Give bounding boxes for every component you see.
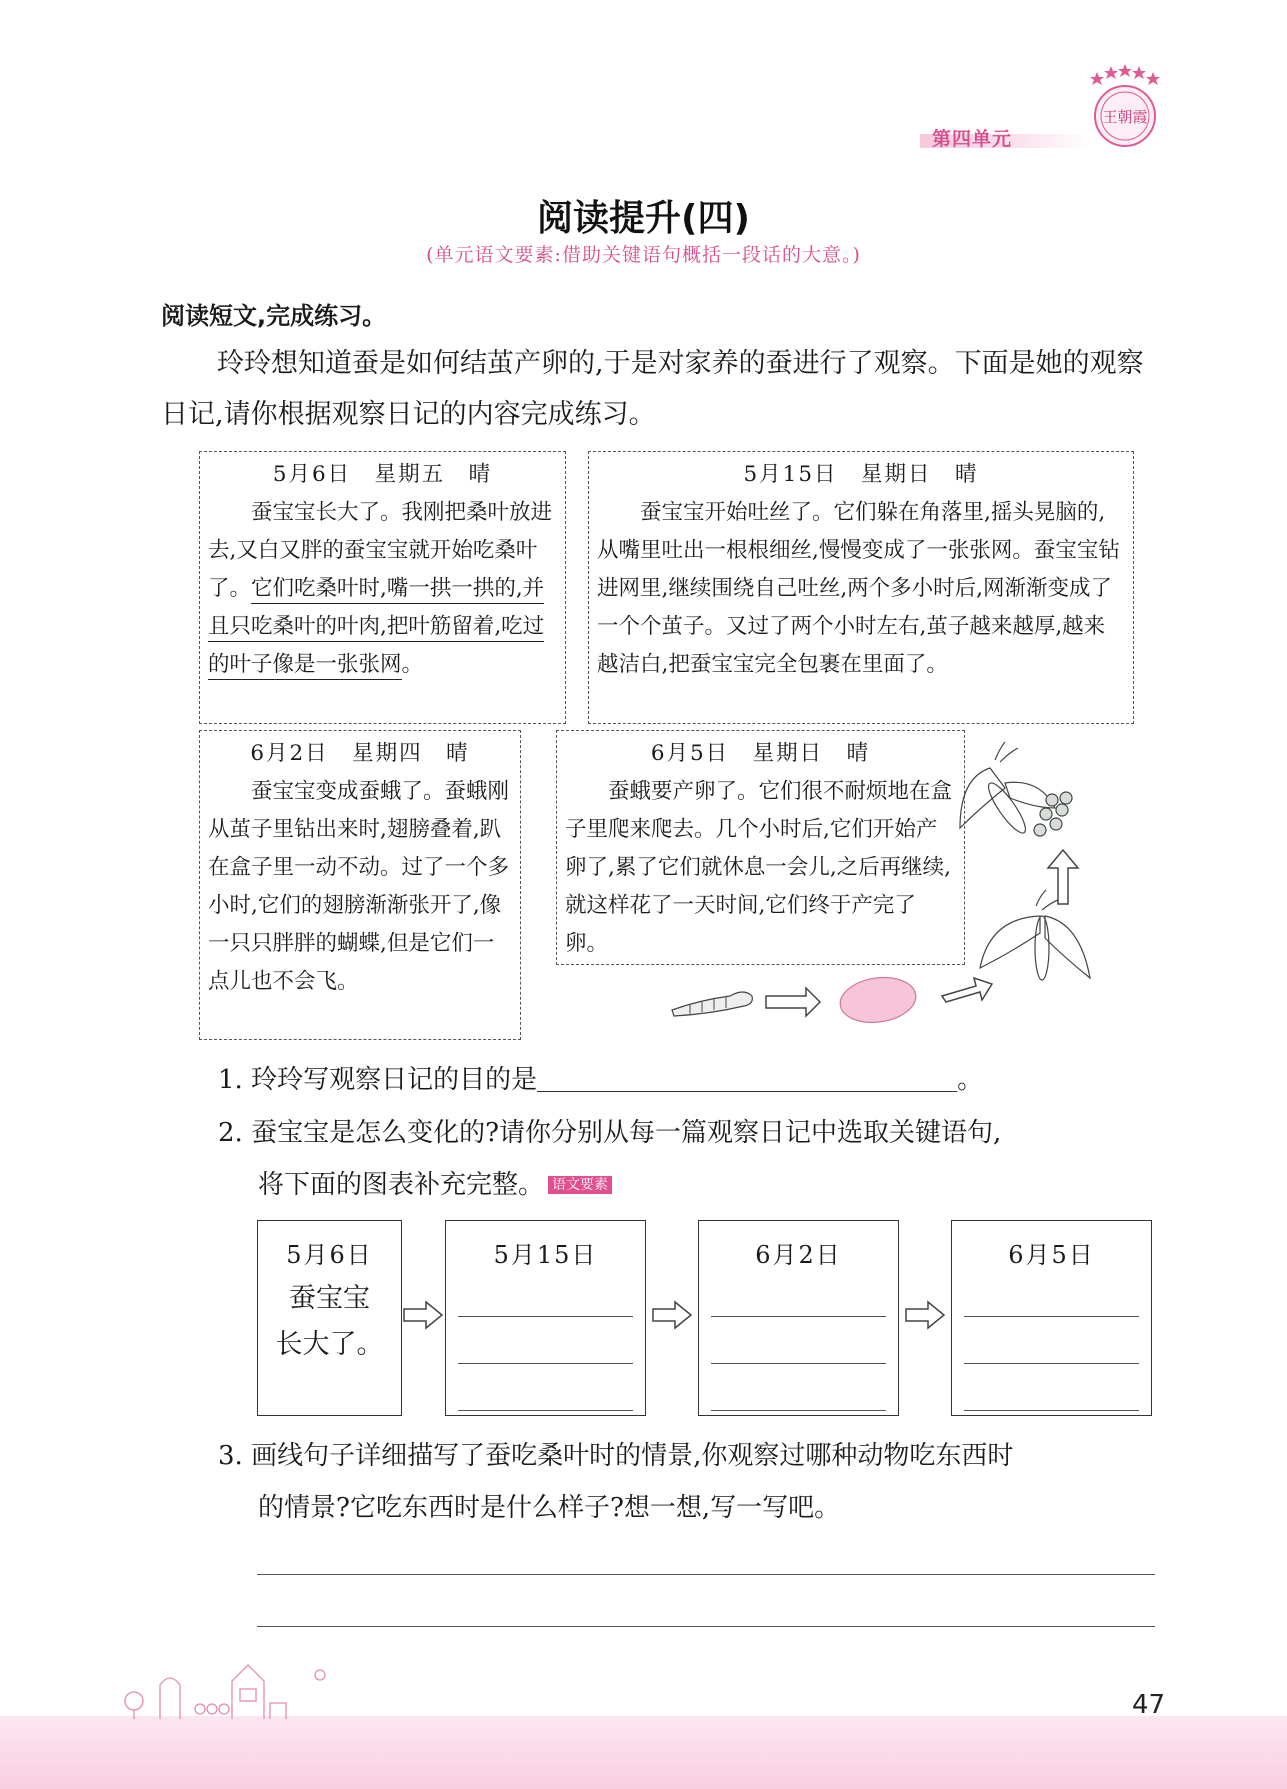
silkworm-lifecycle-illustration [660, 738, 1100, 1028]
intro-text: 玲玲想知道蚕是如何结茧产卵的,于是对家养的蚕进行了观察。下面是她的观察日记,请你根据观察日记的内容完成练习。 [161, 348, 1144, 430]
page-title: 阅读提升(四) [537, 198, 750, 239]
intro-paragraph [161, 338, 1161, 440]
footer-band [0, 1716, 1287, 1789]
moth-with-eggs-icon [960, 742, 1072, 837]
answer-line[interactable] [458, 1317, 633, 1364]
logo-text: 王朝霞 [1102, 108, 1148, 126]
writing-line[interactable] [257, 1574, 1155, 1575]
page-subtitle: (单元语文要素:借助关键语句概括一段话的大意。) [426, 244, 861, 266]
flow-box-3 [698, 1220, 899, 1416]
flow-date: 5月15日 [493, 1241, 598, 1269]
instruction: 阅读短文,完成练习。 [161, 302, 387, 330]
answer-line[interactable] [964, 1317, 1139, 1364]
diary-head: 6月2日 星期四 晴 [250, 741, 470, 766]
flow-date: 5月6日 [286, 1241, 373, 1269]
answer-line[interactable] [458, 1364, 633, 1411]
silkworm-icon [672, 992, 752, 1016]
answer-line[interactable] [964, 1270, 1139, 1317]
literacy-tag: 语文要素 [548, 1176, 612, 1194]
arrow-right-icon [766, 988, 820, 1016]
flow-date: 6月5日 [1008, 1241, 1095, 1269]
flow-answer: 蚕宝宝 长大了。 [275, 1283, 384, 1360]
diary-body: 蚕宝宝长大了。我刚把桑叶放进去,又白又胖的蚕宝宝就开始吃桑叶了。它们吃桑叶时,嘴一拱一拱的,并且只吃桑叶的叶肉,把叶筋留着,吃过的叶子像是一张张网。 [208, 494, 557, 684]
moth-icon [980, 890, 1090, 980]
diary-entry-2 [588, 451, 1134, 724]
arrow-right-up-icon [942, 978, 992, 1002]
question-2: 2. 蚕宝宝是怎么变化的?请你分别从每一篇观察日记中选取关键语句, 将下面的图表补充完整。 语文要素 [218, 1118, 1002, 1200]
publisher-logo [1075, 60, 1175, 150]
flow-box-2 [445, 1220, 646, 1416]
flow-box-4 [951, 1220, 1152, 1416]
answer-line[interactable] [711, 1317, 886, 1364]
question-3: 3. 画线句子详细描写了蚕吃桑叶时的情景,你观察过哪种动物吃东西时 的情景?它吃东西时是什么样子?想一想,写一写吧。 [218, 1441, 1014, 1523]
answer-blank[interactable] [537, 1061, 957, 1092]
diary-entry-1 [199, 451, 566, 724]
answer-line[interactable] [711, 1364, 886, 1411]
writing-line[interactable] [257, 1626, 1155, 1627]
arrow-right-icon [651, 1300, 693, 1330]
arrow-right-icon [402, 1300, 444, 1330]
unit-label: 第四单元 [932, 128, 1013, 150]
diary-head: 5月6日 星期五 晴 [272, 462, 493, 487]
arrow-right-icon [904, 1300, 946, 1330]
house-decoration-icon [120, 1645, 350, 1720]
question-1: 1. 玲玲写观察日记的目的是 。 [218, 1054, 983, 1106]
flow-date: 6月2日 [755, 1241, 842, 1269]
underlined-sentence: 它们吃桑叶时,嘴一拱一拱的,并且只吃桑叶的叶肉,把叶筋留着,吃过的叶子像是一张张网 [208, 576, 544, 680]
diary-body: 蚕宝宝变成蚕蛾了。蚕蛾刚从茧子里钻出来时,翅膀叠着,趴在盒子里一动不动。过了一个多小时,它们的翅膀渐渐张开了,像一只只胖胖的蝴蝶,但是它们一点儿也不会飞。 [208, 779, 510, 994]
page-number: 47 [1132, 1690, 1166, 1720]
answer-line[interactable] [458, 1270, 633, 1317]
diary-head: 6月5日 星期日 晴 [650, 741, 871, 766]
answer-line[interactable] [964, 1364, 1139, 1411]
flow-box-1 [257, 1220, 402, 1416]
diary-head: 5月15日 星期日 晴 [743, 462, 979, 487]
diary-body: 蚕宝宝开始吐丝了。它们躲在角落里,摇头晃脑的,从嘴里吐出一根根细丝,慢慢变成了一张张网。蚕宝宝钻进网里,继续围绕自己吐丝,两个多小时后,网渐渐变成了一个个茧子。又过了两个小时左右,茧子越来越厚,越来越洁白,把蚕宝宝完全包裹在里面了。 [597, 500, 1120, 677]
diary-entry-3 [199, 730, 521, 1040]
answer-line[interactable] [711, 1270, 886, 1317]
cocoon-icon [837, 973, 918, 1027]
diary-body: 蚕蛾要产卵了。它们很不耐烦地在盒子里爬来爬去。几个小时后,它们开始产卵了,累了它们就休息一会儿,之后再继续,就这样花了一天时间,它们终于产完了卵。 [565, 779, 953, 956]
arrow-up-icon [1048, 850, 1078, 904]
